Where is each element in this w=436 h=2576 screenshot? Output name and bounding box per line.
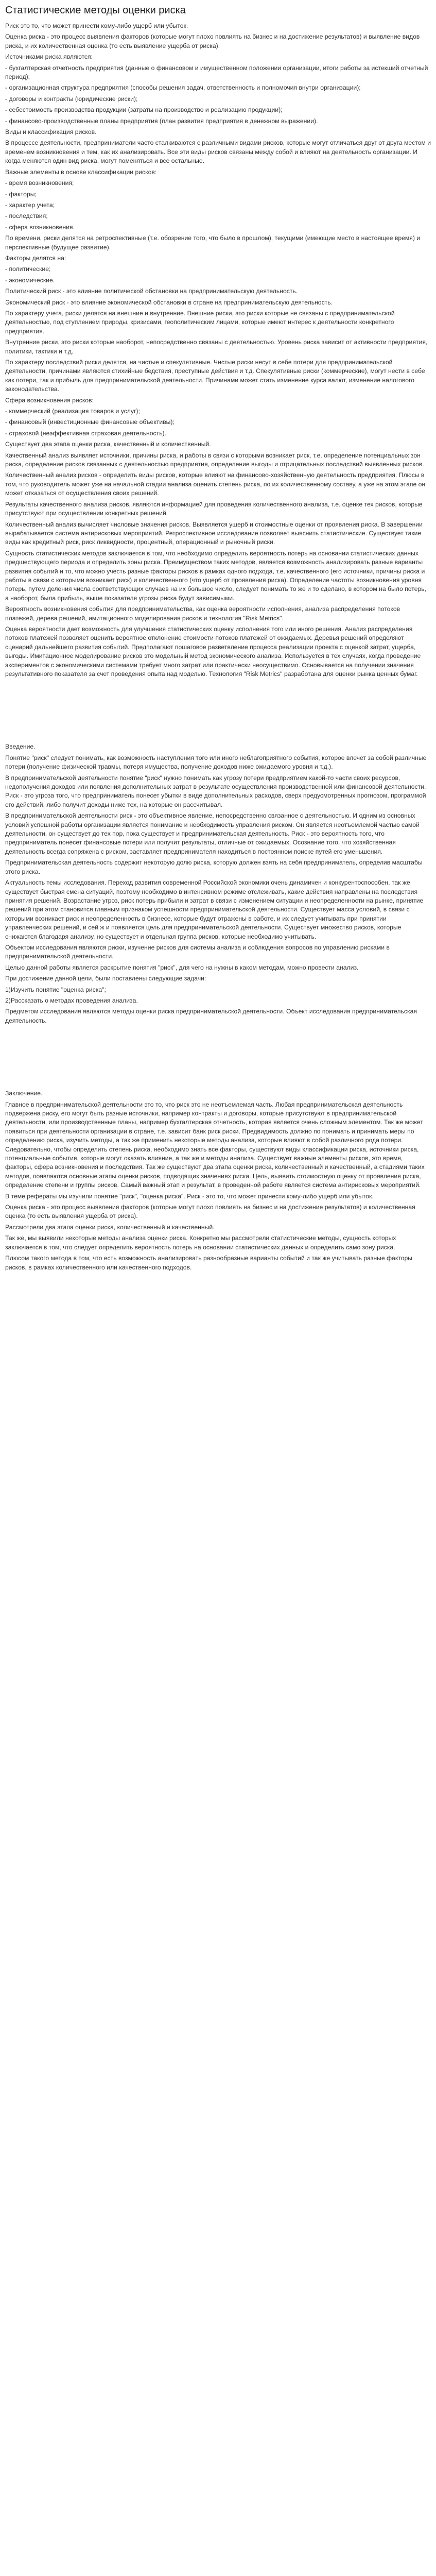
- paragraph: Внутренние риски, это риски которые наоборот, непосредственно связаны с деятельностью. Уровень риска зависит от активности предприятия, политики, тактики и т.д.: [5, 338, 428, 355]
- list-item: - последствия;: [5, 212, 48, 220]
- paragraph: Важные элементы в основе классификации рисков:: [5, 168, 157, 176]
- list-item: - финансово-производственные планы предприятия (план развития предприятия в денежном выражении).: [5, 117, 318, 125]
- paragraph: Главное в предпринимательской деятельности это то, что риск это не неотъемлемая часть. Любая предпринимательская деятельность подвержена риску, его могут быть разные источники, например контракты и договоры, которые присутствуют в предпринимательской деятельности, или производственные планы, например бухгалтерская отчетность, которая является очень сложным элементом. Так же может появиться при деятельности организации в стране, т.е. зависит банк риск риски. Предвидимость должно по понимать и принимать меры по определению риска, изучить методы, а так же применить некоторые методы анализа, которые влияют в собой различного рода потери. Следовательно, чтобы определить степень риска, необходимо знать все факторы, существуют виды классификации риска, источники риска, потенциальные события, которые могут оказать влияние, а так же и методы анализа. Существует важные элементы рисков, это время, факторы, сфера возникновения и последствия. Так же существуют два этапа оценки риска, количественный и качественный, а стадиями таких методов, появляются основные этапы оценки рисков, подводящих значениях риска. Цель, выявить стоимостную оценку от проявления риска, определение степени и группы рисков. Самый важный этап и результат, в проведенной работе является система антирисковых мероприятий.: [5, 1100, 425, 1189]
- paragraph: Так же, мы выявили некоторые методы анализа оценки риска. Конкретно мы рассмотрели статистические методы, сущность которых заключается в том, что следует определить вероятность потерь на основании статистических данных и определить само зону риска.: [5, 1234, 396, 1251]
- paragraph: Сущность статистических методов заключается в том, что необходимо определить вероятность потерь на основании статистических данных предшествующего периода и определить зоны риска. Преимуществом таких методов, является возможность анализировать разные варианты развития событий и то, что можно учесть разные факторы рисков в рамках одного подхода, т.е. качественного (его источники, причины риска и работы в связи с которыми возникает риск) и количественного (что ущерб от проявления риска). Определение частоты возникновения уровня потерь, путем деления числа соответствующих случаев на их большое число, следует понимать то же и то сделано, в котором на было потерь, а наоборот, была прибыль, выше показателя угрозы риска будут зависимыми.: [5, 549, 426, 602]
- paragraph: По времени, риски делятся на ретроспективные (т.е. обозрение того, что было в прошлом), текущими (имеющие место в настоящее время) и перспективные (будущее развитие).: [5, 234, 421, 251]
- paragraph: В предпринимательской деятельности риск - это объективное явление, непосредственно связанное с деятельностью. И одним из основных условий успешной работы организации является понимание и необходимость управления риском. Он является неотъемлемой частью самой деятельности, он существует до тех пор, пока существует и предпринимательская деятельность. Риск - это вероятность того, что предприниматель понесет финансовые потери или получит результаты, отличные от ожидаемых. Осознание того, что хозяйственная деятельность всегда сопряжена с риском, заставляет предпринимателя находиться в постоянном поиске путей его уменьшения.: [5, 812, 420, 855]
- paragraph: Целью данной работы является раскрытие понятия "риск", для чего на нужны в каком методам, можно провести анализ.: [5, 963, 359, 971]
- paragraph: Предметом исследования являются методы оценки риска предпринимательской деятельности. Объект исследования предпринимательская деятельность.: [5, 1008, 417, 1024]
- paragraph: Экономический риск - это влияние экономической обстановки в стране на предпринимательскую деятельность.: [5, 298, 333, 306]
- paragraph: Источниками риска являются:: [5, 53, 93, 61]
- paragraph: Виды и классификация рисков.: [5, 128, 97, 136]
- paragraph: В предпринимательской деятельности понятие "риск" нужно понимать как угрозу потери предприятием какой-то части своих ресурсов, недополучения доходов или появления дополнительных затрат в результате осуществления производственной или финансовой деятельности. Риск - это угроза того, что предприниматель понесет убытки в виде дополнительных расходов, сверх предусмотренных прогнозом, программой его действий, либо получит доходы ниже тех, на которые он рассчитывал.: [5, 774, 426, 808]
- paragraph: По характеру последствий риски делятся, на чистые и спекулятивные. Чистые риски несут в себе потери для предпринимательской деятельности, причинами являются стихийные бедствия, преступные действия и т.д. Спекулятивные риски (коммерческие), могут нести в себе как потери, так и прибыль для предпринимательской деятельности. Причинами может стать изменение курса валют, изменение налогового законодательства.: [5, 359, 425, 393]
- section-main: [5, 22, 431, 679]
- paragraph: Предпринимательская деятельность содержит некоторую долю риска, которую должен взять на себя предприниматель, определив масштабы этого риска.: [5, 859, 423, 875]
- paragraph: При достижение данной цели, были поставлены следующие задачи:: [5, 975, 206, 982]
- paragraph: Плюсом такого метода в том, что есть возможность анализировать разнообразные варианты событий и так же учитывать разные факторы рисков, в рамках количественного или качественного подходов.: [5, 1255, 413, 1271]
- paragraph: Количественный анализ рисков - определить виды рисков, которые влияют на финансово-хозяйственную деятельность предприятия. Плюсы в том, что руководитель может уже на начальной стадии анализа оценить степень риска, по их количественному составу, а уже на этом этапе он может отказаться от осуществления своих решений.: [5, 471, 426, 497]
- list-item: - характер учета;: [5, 201, 55, 209]
- list-item: - факторы;: [5, 190, 37, 198]
- list-item: - сфера возникновения.: [5, 223, 75, 231]
- paragraph: Политический риск - это влияние политической обстановки на предпринимательскую деятельность.: [5, 287, 298, 295]
- paragraph: Результаты качественного анализа рисков, являются информацией для проведения количественного анализа, т.е. оценке тех рисков, которые присутствуют при осуществлении конкретных решений.: [5, 500, 423, 517]
- list-item: - политические;: [5, 265, 51, 273]
- section-conclusion: [5, 1089, 431, 1272]
- paragraph: Оценка риска - это процесс выявления факторов (которые могут плохо повлиять на бизнес и на достижение результатов) и выявление видов риска, и их количественная оценка (то есть выявление ущерба от риска).: [5, 33, 420, 49]
- paragraph: Качественный анализ выявляет источники, причины риска, и работы в связи с которыми возникает риск, т.е. определение потенциальных зон риска, определение рисков связанных с деятельностью предприятия, определение выгоды и отрицательных последствий выявленных рисков.: [5, 451, 424, 468]
- paragraph: По характеру учета, риски делятся на внешние и внутренние. Внешние риски, это риски которые не связаны с предпринимательской деятельностью, под ступлением природы, кризисами, геополитическим лицами, которые имеют интерес к деятельности конкретного предприятия.: [5, 309, 395, 335]
- paragraph: В теме рефераты мы изучили понятие "риск", "оценка риска". Риск - это то, что может принести кому-либо ущерб или убыток.: [5, 1192, 374, 1200]
- paragraph: Количественный анализ вычисляет числовые значения рисков. Выявляется ущерб и стоимостные оценки от проявления риска. В завершении вырабатывается система антирисковых мероприятий. Ретроспективное исследование позволяет выяснить статистические. Существует такие виды как кредитный риск, риск ликвидности, процентный, операционный и рыночный риски.: [5, 520, 423, 546]
- paragraph: Рассмотрели два этапа оценки риска, количественный и качественный.: [5, 1223, 215, 1231]
- paragraph: Существует два этапа оценки риска, качественный и количественный.: [5, 440, 211, 448]
- paragraph: Оценка риска - это процесс выявления факторов (которые могут плохо повлиять на бизнес и на достижение результатов) и количественная оценка (то есть выявления ущерба от риска).: [5, 1204, 415, 1220]
- list-item: - себестоимость производства продукции (затраты на производство и реализацию продукции);: [5, 106, 283, 114]
- list-item: - время возникновения;: [5, 179, 74, 187]
- paragraph: Актуальность темы исследования. Переход развития современной Российской экономики очень динамичен и конкурентоспособен, так же существует быстрая смена ситуаций, поэтому необходимо в интенсивном режиме отслеживать, какие действия направлены на последствия принятия решений. Возрастание угроз, риск потерь прибыли и затрат в связи с изменением ситуации и неопределенности на рынке, принятие решений при этом становится главным признаком успешности предпринимательской деятельности. Существует масса условий, в связи с которыми возникает риск и неопределенность в бизнесе, которые будут отражены в работе, и их следует учитывать при принятии управленческих решений, и сей ж и появляется цель для предпринимательской деятельности. Существует множество рисков, которые снижаются благодаря анализу, но существует и отдельная группа рисков, которые необходимо учитывать.: [5, 879, 424, 940]
- paragraph: Вероятность возникновения события для предпринимательства, как оценка вероятности исполнения, анализа распределения потоков платежей, дерева решений, имитационного моделирования рисков и технология "Risk Metrics".: [5, 605, 400, 622]
- section-heading: Введение.: [5, 743, 36, 751]
- spacer: [5, 1027, 431, 1089]
- document: [0, 0, 436, 1284]
- list-item: - бухгалтерская отчетность предприятия (данные о финансовом и имущественном положении организации, итоги работы за истекший отчетный период);: [5, 64, 428, 81]
- list-item: - договоры и контракты (юридические риски);: [5, 95, 138, 103]
- list-item: - организационная структура предприятия (способы решения задач, ответственность и полномочия внутри организации);: [5, 84, 361, 92]
- paragraph: Сфера возникновения рисков:: [5, 396, 94, 404]
- paragraph: Факторы делятся на:: [5, 254, 66, 262]
- list-item: - финансовый (инвестиционные финансовые объективы);: [5, 418, 175, 426]
- paragraph: В процессе деятельности, предприниматели часто сталкиваются с различными видами рисков, которые могут отличаться друг от друга местом и временем возникновения и тем, как их анализировать. Все эти виды рисков связаны между собой и влияют на деятельность организации. И когда меняются один вид риска, могут поменяться и все остальные.: [5, 139, 431, 165]
- spacer: [5, 681, 431, 742]
- list-item: 2)Рассказать о методах проведения анализа.: [5, 996, 138, 1004]
- list-item: 1)Изучить понятие "оценка риска";: [5, 986, 106, 993]
- paragraph: Риск это то, что может принести кому-либо ущерб или убыток.: [5, 22, 188, 29]
- section-introduction: [5, 742, 431, 1025]
- paragraph: Понятие "риск" следует понимать, как возможность наступления того или иного неблагоприятного события, которое влечет за собой различные потери (получение физической травмы, потеря имущества, получение доходов ниже ожидаемого уровня и т.д.).: [5, 754, 427, 771]
- list-item: - страховой (неэффективная страховая деятельность).: [5, 429, 166, 437]
- paragraph: Оценка вероятности дает возможность для улучшения статистических оценку исполнения того или иного решения. Анализ распределения потоков платежей позволяет оценить вероятное отклонение стоимости потоков платежей от ожидаемых. Деревья решений определяют сценарий дальнейшего развития событий. Предполагают пошаговое разветвление процесса реализации проекта с оценкой затрат, ущерба, выгоды. Имитационное моделирование рисков это модельный метод экономического анализа. Используется в тех случаях, когда проведение экспериментов с экономическими системами требует много затрат или практически неосуществимо. Основывается на получении значения результативного показателя за счет проведения опыта над моделью. Технология "Risk Metrics" разработана для оценки рынка ценных бумаг.: [5, 625, 421, 677]
- paragraph: Объектом исследования являются риски, изучение рисков для системы анализа и соблюдения вопросов по управлению рисками в предпринимательской деятельности.: [5, 943, 390, 960]
- list-item: - коммерческий (реализация товаров и услуг);: [5, 408, 140, 415]
- list-item: - экономические.: [5, 276, 55, 284]
- section-heading: Заключение.: [5, 1090, 43, 1097]
- page-title: Статистические методы оценки риска: [5, 5, 186, 16]
